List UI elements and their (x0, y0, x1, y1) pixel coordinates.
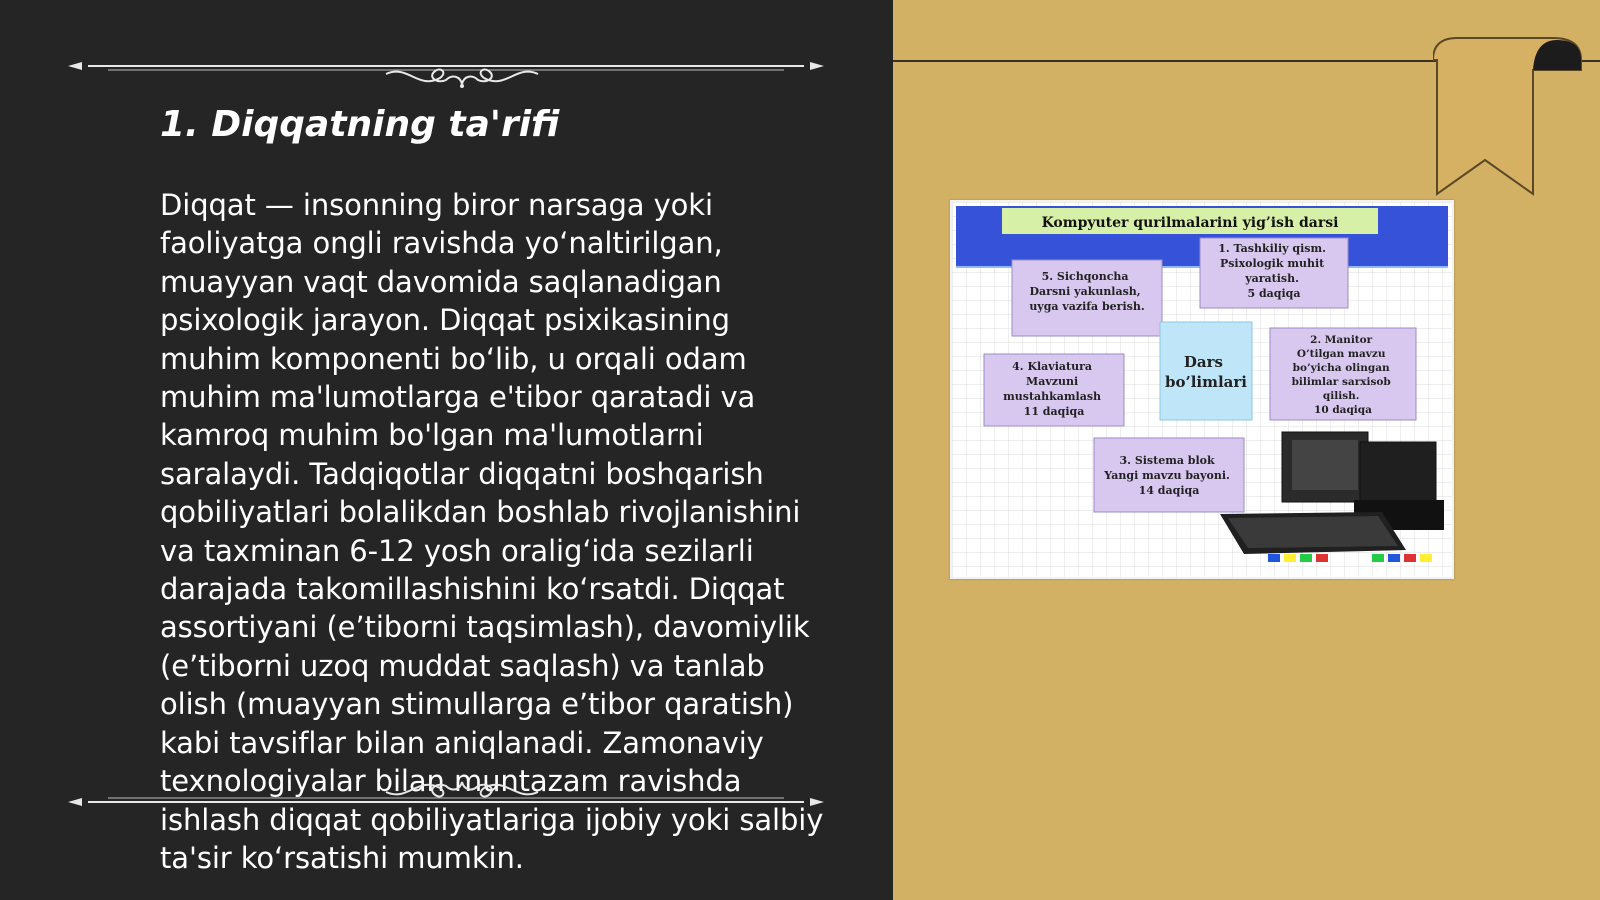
slide-header-text: Kompyuter qurilmalarini yig’ish darsi (1041, 215, 1339, 231)
bookmark-ribbon-icon (1433, 30, 1583, 200)
svg-text:4. Klaviatura Mavzun: 4. Klaviatura Mavzuni mustahkamlash 11 daqiqa (1003, 360, 1102, 418)
lesson-box-center (1160, 322, 1252, 420)
image-panel (893, 0, 1600, 900)
svg-text:3. Sistema blok Yang: 3. Sistema blok Yangi mavzu bayoni. 14 daqiqa (1104, 454, 1230, 497)
ornament-bottom-divider (68, 778, 824, 822)
svg-text:2. Manitor O’tilgan: 2. Manitor O’tilgan mavzu bo’yicha olingan bilimlar sarxisob qilish. 10 daqiqa (1291, 334, 1391, 416)
lesson-box-2 (1270, 328, 1416, 420)
lesson-box-3 (1094, 438, 1244, 512)
svg-text:Dars bo’limlari: Dars bo’limlari (1164, 353, 1248, 391)
body-paragraph: Diqqat — insonning biror narsaga yoki faoliyatga ongli ravishda yo‘naltirilgan, muayyan vaqt davomida saqlanadigan psixologik jarayon. Diqqat psixikasining muhim komponenti bo‘lib, u orqali odam muhim ma'lumotlarga e'tibor qaratadi va kamroq muhim bo'lgan ma'lumotlarni saralaydi. Tadqiqotlar diqqatni boshqarish qobiliyatlari bolalikdan boshlab rivojlanishini va taxminan 6-12 yosh oralig‘ida sezilarli darajada takomillashishini ko‘rsatdi. Diqqat assortiyani (e’tiborni taqsimlash), davomiylik (e’tiborni uzoq muddat saqlash) va tanlab olish (muayyan stimullarga e’tibor qaratish) kabi tavsiflar bilan aniqlanadi. Zamonaviy texnologiyalar bilan muntazam ravishda ishlash diqqat qobiliyatlariga ijobiy yoki salbiy ta'sir ko‘rsatishi mumkin. (160, 188, 824, 875)
svg-text:5. Sichqoncha Darsni: 5. Sichqoncha Darsni yakunlash, uyga vazifa berish. (1029, 270, 1145, 313)
lesson-box-5 (1012, 260, 1162, 336)
lesson-plan-image (950, 200, 1454, 579)
ornament-top-divider (68, 44, 824, 88)
svg-text:1. Tashkiliy qism. P: 1. Tashkiliy qism. Psixologik muhit yaratish. 5 daqiqa (1218, 242, 1326, 300)
lesson-box-4 (984, 354, 1124, 426)
slide-title: 1. Diqqatning ta'rifi (160, 104, 560, 145)
lesson-box-1 (1200, 238, 1348, 308)
